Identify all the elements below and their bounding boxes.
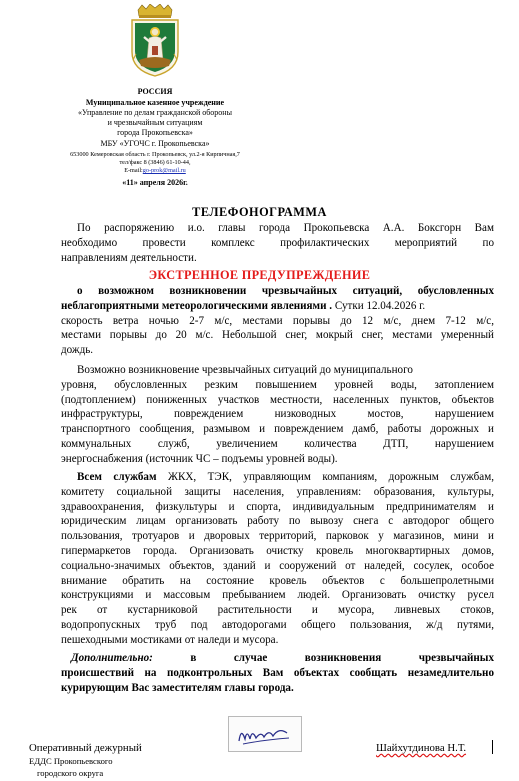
risk-line-2: уровня, обусловленных резким повышением уровней воды, затоплением [61, 378, 494, 391]
services-line-12: пешеходными мостиками от наледи и мусора. [61, 633, 279, 646]
header-org-type: Муниципальное казенное учреждение [85, 98, 225, 107]
signer-name: Шайхутдинова Н.Т. [376, 742, 467, 754]
services-line-7: социально-значимых объектов, зданий и сооружений от наледей, сосулек, особое [61, 559, 494, 572]
header-org-line1: «Управление по делам гражданской обороны [78, 108, 232, 117]
intro-line-3: направлениям деятельности. [61, 251, 197, 264]
risk-line-5: транспортного сообщения, размывом и повреждением дамб, работы дорожных и [61, 423, 494, 436]
risk-line-1: Возможно возникновение чрезвычайных ситуаций до муниципального [77, 364, 413, 376]
extra-line-2: происшествий на подконтрольных Вам объектах сообщать незамедлительно [61, 666, 494, 679]
alert-title: ЭКСТРЕННОЕ ПРЕДУПРЕЖДЕНИЕ [148, 268, 371, 282]
intro-line-2: необходимо провести комплекс профилактических мероприятий по [61, 236, 494, 249]
footer-dept-line1: ЕДДС Прокопьевского [29, 756, 113, 766]
extra-lead: Дополнительно: [71, 652, 153, 664]
header-address: 653000 Кемеровская область г. Прокопьевск, ул.2-я Кирпичная,7 [70, 151, 240, 158]
services-line-2: комитету социальной защиты населения, управлениям: образования, культуры, [61, 485, 494, 498]
subject-line-1: о возможном возникновении чрезвычайных ситуаций, обусловленных [77, 285, 494, 297]
city-emblem [128, 4, 182, 78]
forecast-paragraph [61, 284, 494, 358]
forecast-line-3: дождь. [61, 344, 94, 357]
services-first: ЖКХ, ТЭК, управляющим компаниям, дорожным службам, [156, 471, 494, 483]
document-title: ТЕЛЕФОНОГРАММА [192, 205, 327, 219]
extra-paragraph [61, 651, 494, 695]
header-email-row [30, 167, 280, 175]
email-label: E-mail: [124, 167, 143, 174]
services-line-11: водопропускных труб под автодорогами общего пользования, ж/д путями, [61, 618, 494, 631]
footer-position: Оперативный дежурный [29, 742, 142, 754]
header-org-line2: и чрезвычайным ситуациям [107, 118, 203, 127]
forecast-line-2: местами порывы до 20 м/с. Небольшой снег, мокрый снег, местами умеренный [61, 329, 494, 342]
risk-line-6: коммунальных служб, увеличением количества ДТП, нарушением [61, 437, 494, 450]
risk-line-4: инфраструктуры, повреждением низководных мостов, нарушением [61, 408, 494, 421]
services-line-10: рек от кустарниковой растительности и мусора, ливневых стоков, [61, 604, 494, 617]
services-line-1 [61, 470, 494, 485]
header-date: «11» апреля 2026г. [122, 178, 188, 187]
extra-first: в случае возникновения чрезвычайных [152, 652, 494, 664]
footer-dept-line2: городского округа [37, 768, 104, 778]
email-link[interactable]: go-prok@mail.ru [142, 167, 186, 174]
header-phone: тел/факс 8 (3846) 61-10-44, [119, 159, 191, 166]
extra-line-1 [61, 651, 494, 666]
services-line-9: конструкциями и массовым пребыванием людей. Организовать очистку русел [61, 589, 494, 602]
signature-scribble [229, 717, 301, 751]
risk-paragraph [61, 363, 494, 467]
services-line-5: пользования, тротуаров и дворовых территорий, парковок у магазинов, мини и [61, 530, 494, 543]
services-lead: Всем службам [77, 471, 157, 483]
intro-paragraph [61, 221, 494, 265]
extra-line-3: курирующим Вас заместителям главы города. [61, 681, 294, 694]
services-line-8: внимание обратить на состояние кровель объектов с большепролетными [61, 574, 494, 587]
forecast-start: Сутки 12.04.2026 г. [332, 299, 426, 312]
intro-line-1: По распоряжению и.о. главы города Прокопьевска А.А. Боксгорн Вам [77, 222, 494, 234]
subject-line-2: неблагоприятными метеорологическими явлениями . [61, 299, 333, 312]
signature-image [228, 716, 302, 752]
text-cursor-bar [492, 740, 493, 754]
risk-line-3: (подтоплением) пониженных участков местности, населенных пунктов, объектов [61, 393, 494, 406]
services-line-3: здравоохранения, физкультуры и спорта, индивидуальным предпринимателям и [61, 500, 494, 513]
forecast-line-1: скорость ветра ночью 2-7 м/с, местами порывы до 12 м/с, днем 7-12 м/с, [61, 314, 494, 327]
services-line-4: юридическим лицам организовать работу по вывозу снега с автодорог общего [61, 515, 494, 528]
risk-line-7: энергоснабжения (источник ЧС – подъемы уровней воды). [61, 452, 338, 465]
header-mbu: МБУ «УГОЧС г. Прокопьевска» [100, 139, 210, 148]
services-line-6: гипермаркетов города. Организовать очистку кровель многоквартирных домов, [61, 544, 494, 557]
subject-line-2-row [61, 299, 494, 314]
footer-signer [376, 741, 466, 755]
services-paragraph [61, 470, 494, 648]
header-country: РОССИЯ [137, 87, 173, 96]
header-org-line3: города Прокопьевска» [117, 128, 193, 137]
